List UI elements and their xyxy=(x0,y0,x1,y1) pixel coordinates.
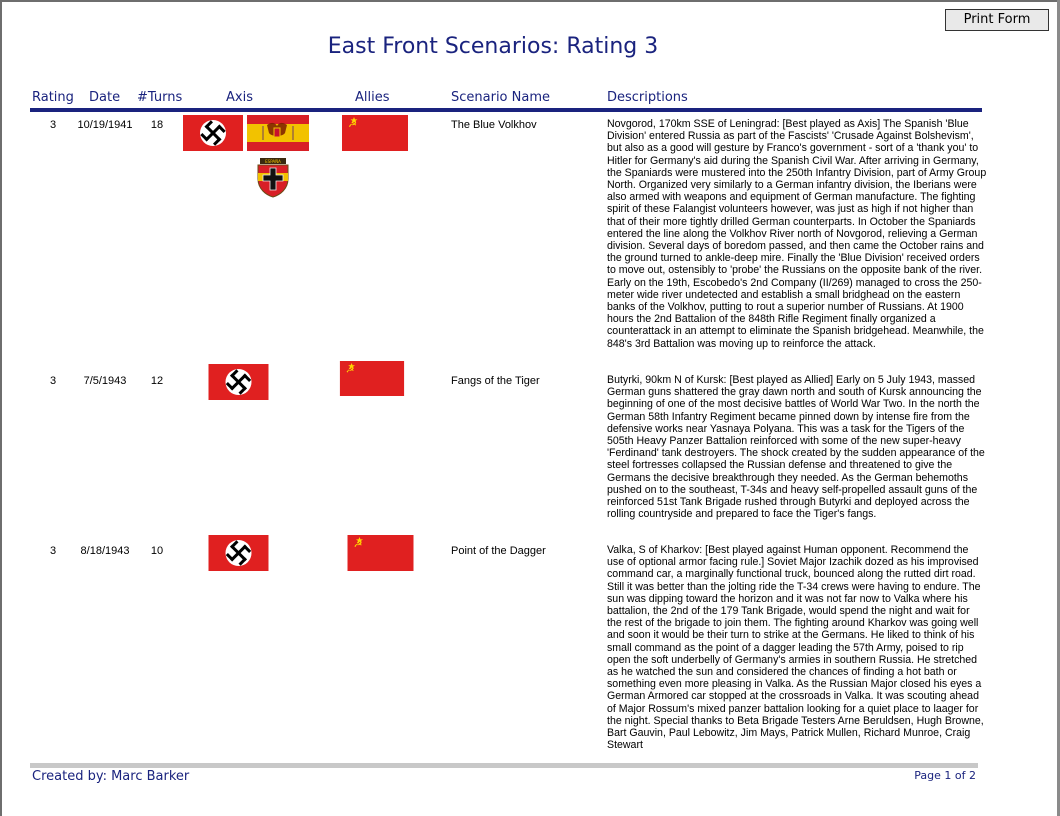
row-turns: 10 xyxy=(150,545,164,557)
created-by-label: Created by: Marc Barker xyxy=(32,769,190,784)
soviet-flag-icon xyxy=(341,115,409,151)
row-turns: 12 xyxy=(150,375,164,387)
blue-division-shield-icon xyxy=(255,158,291,198)
svg-text:ESPAÑA: ESPAÑA xyxy=(265,159,281,164)
row-description: Butyrki, 90km N of Kursk: [Best played as Allied] Early on 5 July 1943, massed German guns shattered the gray dawn north and south of Kursk announcing the beginning of one of the most decisive battles of World War Two. In the north the German 58th Infantry Regiment became pinned down by intense fire from the defensive works near Yasnaya Polyana. This was a task for the Tigers of the 505th Heavy Panzer Battalion reinforced with some of the new super-heavy 'Ferdinand' tank destroyers. The shock created by the sudden appearance of the steel fortresses collapsed the Russian defense and threatened to give the Germans the decisive breakthrough they needed. As the German behemoths pushed on to the southeast, T-34s and heavy self-propelled assault guns of the reinforced 51st Tank Brigade rushed through Butyrki and deployed across the rolling countryside and prepared to face the Tiger's fangs. xyxy=(607,374,985,521)
column-header-rating: Rating xyxy=(32,90,74,105)
soviet-flag-icon xyxy=(347,535,414,571)
row-rating: 3 xyxy=(49,119,57,131)
column-header-axis: Axis xyxy=(226,90,253,105)
row-date: 7/5/1943 xyxy=(83,375,127,387)
window-top-border xyxy=(0,0,1060,2)
header-divider xyxy=(30,108,982,112)
row-scenario-name: Fangs of the Tiger xyxy=(451,375,540,387)
column-header-date: Date xyxy=(89,90,121,105)
row-scenario-name: The Blue Volkhov xyxy=(451,119,537,131)
window-left-border xyxy=(0,0,2,816)
row-date: 8/18/1943 xyxy=(80,545,130,557)
row-rating: 3 xyxy=(49,375,57,387)
spanish-flag-icon xyxy=(247,115,309,151)
row-date: 10/19/1941 xyxy=(77,119,133,131)
page-indicator: Page 1 of 2 xyxy=(914,769,976,782)
row-rating: 3 xyxy=(49,545,57,557)
row-scenario-name: Point of the Dagger xyxy=(451,545,546,557)
german-swastika-flag-icon xyxy=(208,364,269,400)
soviet-flag-icon xyxy=(338,361,406,396)
column-header-allies: Allies xyxy=(355,90,390,105)
row-description: Novgorod, 170km SSE of Leningrad: [Best played as Axis] The Spanish 'Blue Division' entered Russia as part of the Fascists' 'Crusade Against Bolshevism', but also as a good will gesture by Franco's government - sort of a 'thank you' to Hitler for Germany's aid during the Spanish Civil War. After arriving in Germany, the Spaniards were mustered into the 250th Infantry Division, part of Army Group North. Organized very similarly to a German infantry division, the Iberians were also armed with weapons and equipment of German manufacture. The fighting spirit of these Falangist volunteers however, was just as high if not higher than that of their more tightly drilled German counterparts. In October the Spaniards entered the line along the Volkhov River north of Novgorod, relieving a German division. Several days of boredom passed, and then came the October rains and the ground turned to ankle-deep mire. Finally the 'Blue Division' received orders to move out, ostensibly to 'probe' the Russians on the opposite bank of the river. Early on the 19th, Escobedo's 2nd Company (II/269) managed to cross the 250-meter wide river undetected and establish a small bridghead on the eastern banks of the Volkhov, putting to rout a superior number of Russians. At 1900 hours the 2nd Battalion of the 848th Rifle Regiment finally organized a counterattack in an attempt to eliminate the Spanish bridgehead. Meanwhile, the 848's 3rd Battalion was moving up to reinforce the attack. xyxy=(607,118,987,350)
footer-divider xyxy=(30,763,978,768)
column-header-turns: #Turns xyxy=(137,90,183,105)
row-description: Valka, S of Kharkov: [Best played against Human opponent. Recommend the use of optional armor facing rule.] Soviet Major Izachik dozed as his improvised command car, a marginally functional truck, bounced along the rutted dirt road. Still it was better than the jolting ride the T-34 crews were having to endure. The sun was dipping toward the horizon and it was not far now to Valka where his battalion, the 2nd of the 179 Tank Brigade, would spend the night and wait for the rest of the brigade to join them. The fighting around Kharkov was going well and soon it would be their turn to strike at the Germans. He liked to think of his small command as the point of a dagger leading the 57th Army, poised to rip open the soft underbelly of Germany's armies in southern Russia. He stretched as he watched the sun and considered the chances of finding a hot bath or something even more pleasing in Valka. As the Russian Major closed his eyes a German Armored car stopped at the crossroads in Valka. It was scouting ahead of Major Rossum's mixed panzer battalion looking for a quiet place to laager for the night. Special thanks to Beta Brigade Testers Arne Beruldsen, Hugh Browne, Bart Gauvin, Paul Lebowitz, Jim Mays, Patrick Mullen, Richard Munroe, Craig Stewart xyxy=(607,544,984,752)
report-title: East Front Scenarios: Rating 3 xyxy=(327,34,659,59)
row-turns: 18 xyxy=(150,119,164,131)
column-header-descriptions: Descriptions xyxy=(607,90,688,105)
german-swastika-flag-icon xyxy=(183,115,243,151)
column-header-scenario-name: Scenario Name xyxy=(451,90,550,105)
german-swastika-flag-icon xyxy=(208,535,269,571)
print-form-button[interactable]: Print Form xyxy=(945,9,1049,31)
